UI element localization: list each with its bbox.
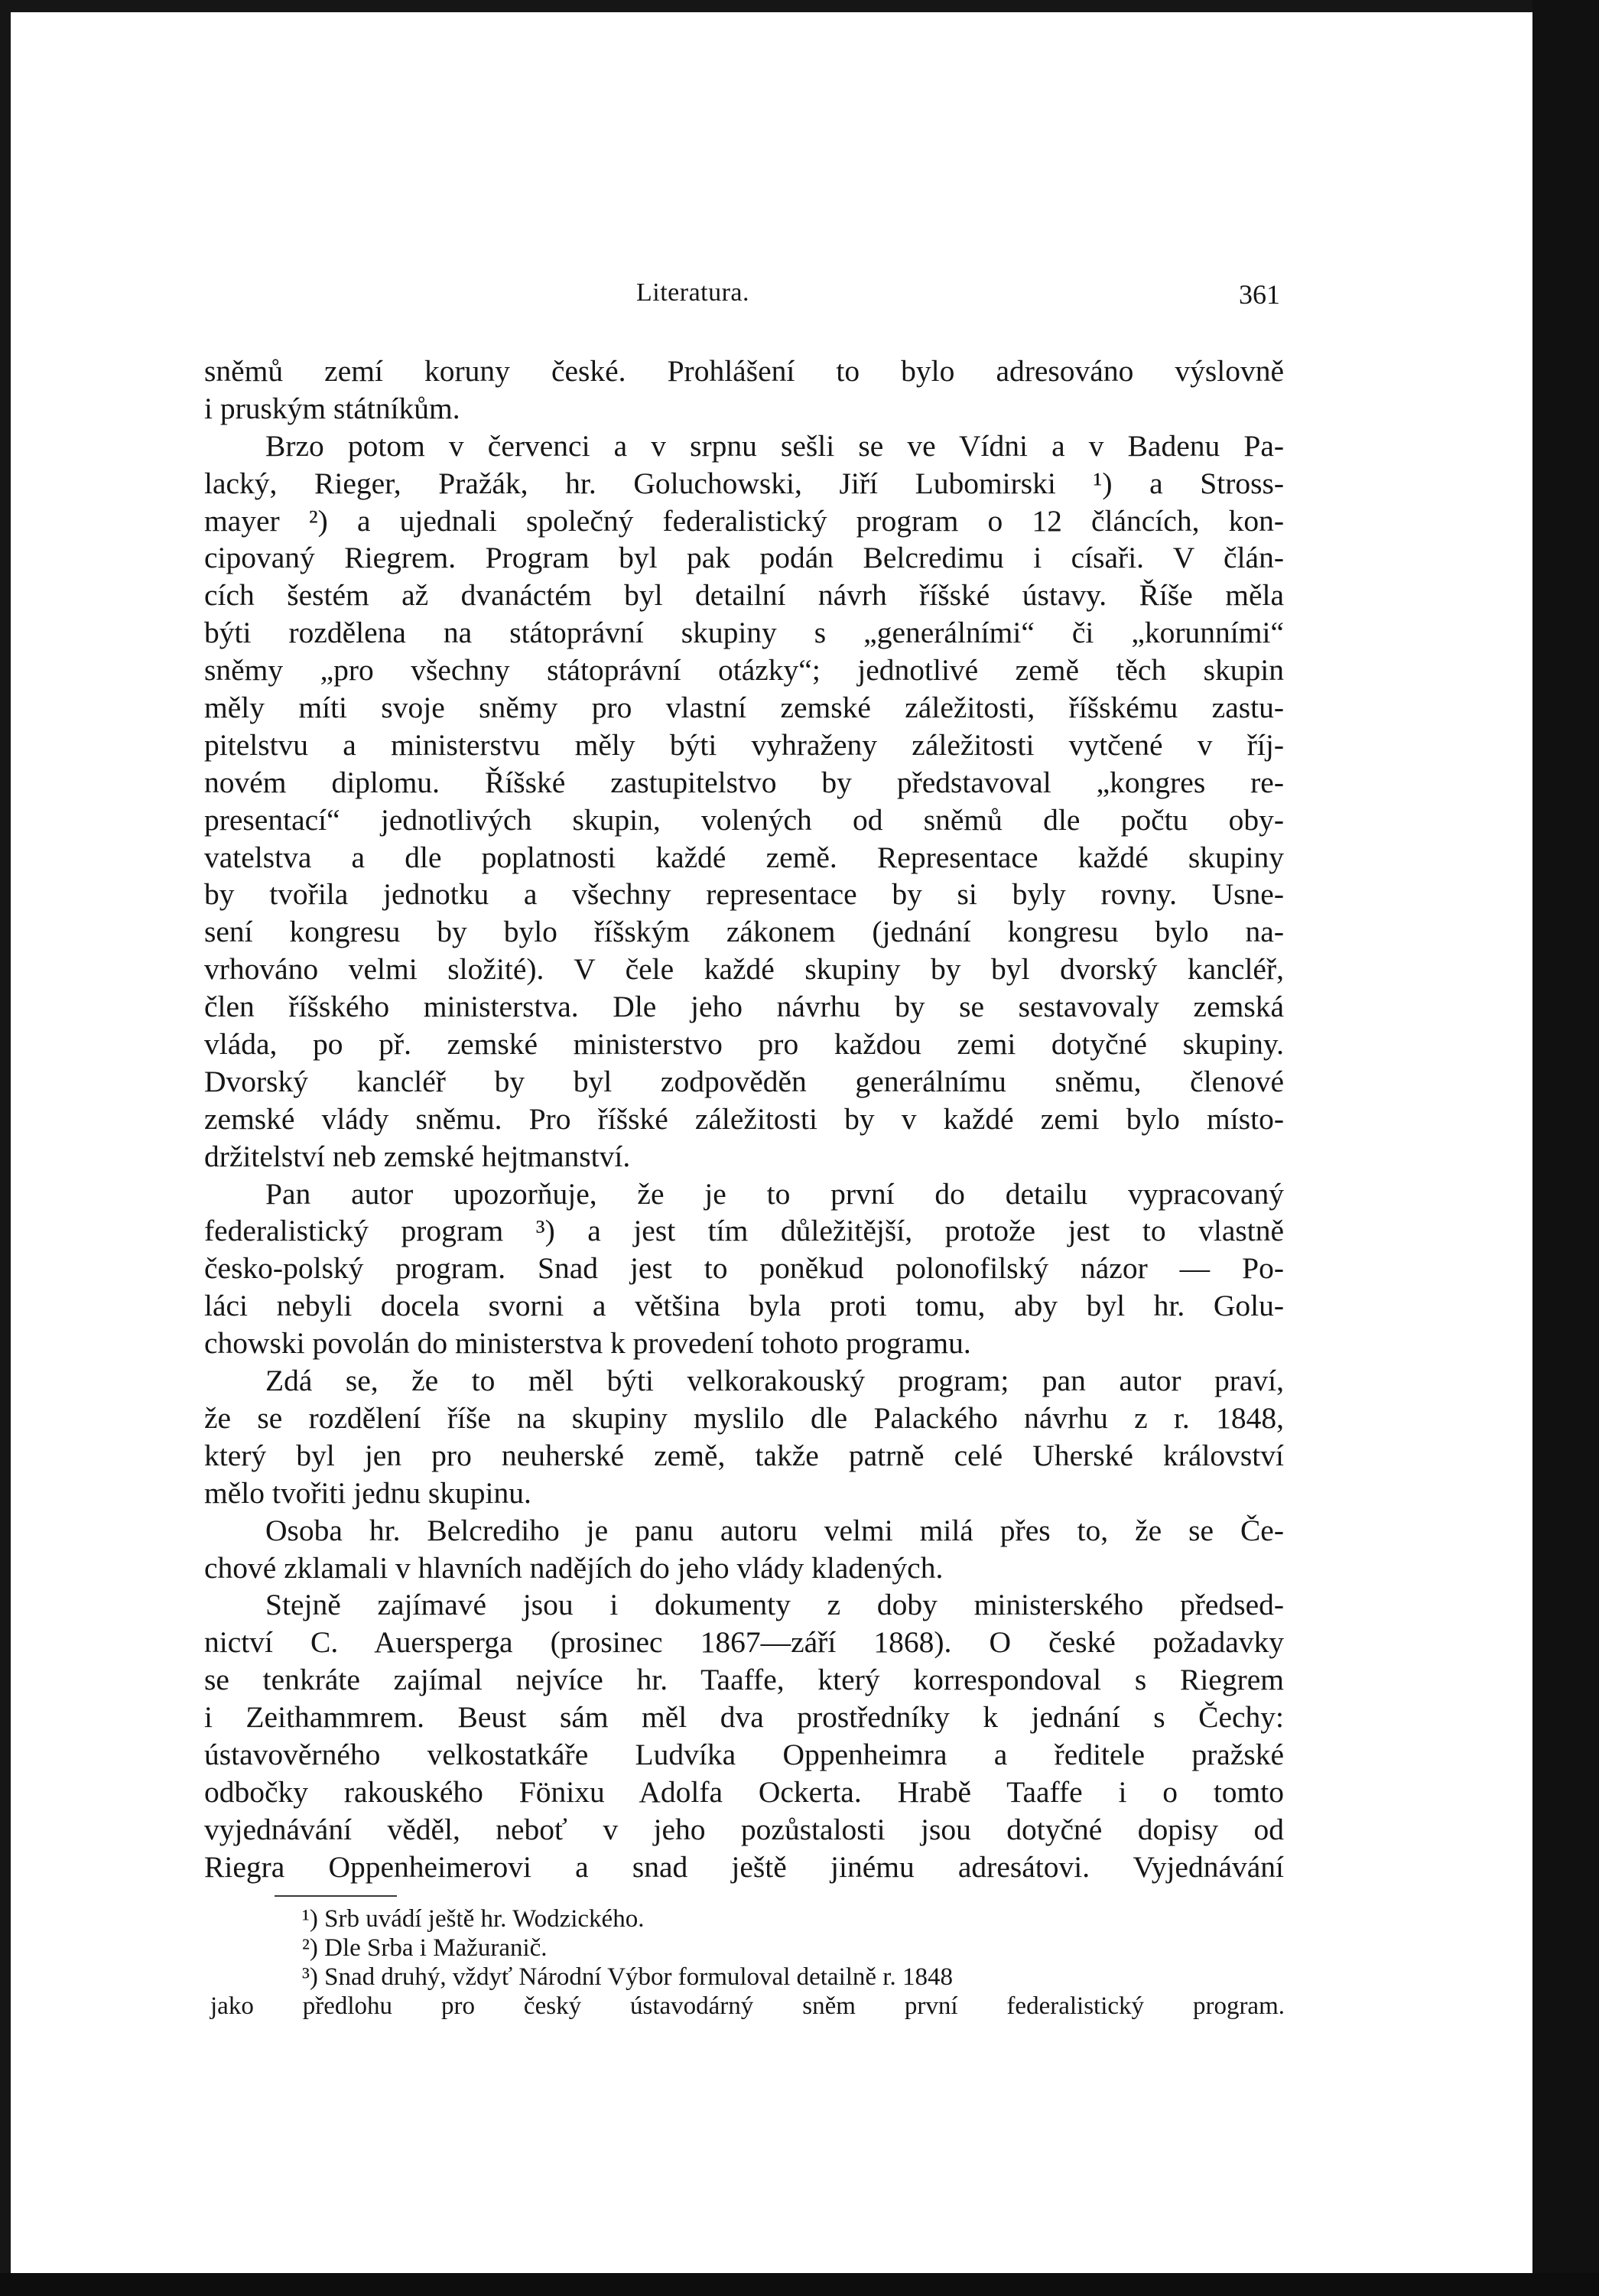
text-line: cipovaný Riegrem. Program byl pak podán Belcredimu i císaři. V člán- xyxy=(204,541,1284,575)
text-line: sení kongresu by bylo říšským zákonem (jednání kongresu bylo na- xyxy=(204,915,1284,949)
body-text xyxy=(204,353,1284,1886)
text-line: že se rozdělení říše na skupiny myslilo dle Palackého návrhu z r. 1848, xyxy=(204,1400,1284,1435)
text-line: se tenkráte zajímal nejvíce hr. Taaffe, který korrespondoval s Riegrem xyxy=(204,1663,1284,1697)
footnote-continuation: jako předlohu pro český ústavodárný sněm první federalistický program. xyxy=(210,1992,1285,2020)
footnote: ³) Snad druhý, vždyť Národní Výbor formuloval detailně r. 1848 xyxy=(302,1963,953,1991)
footnote-divider xyxy=(275,1895,397,1897)
text-line: Zdá se, že to měl býti velkorakouský program; pan autor praví, xyxy=(265,1364,1284,1398)
text-line: pitelstvu a ministerstvu měly býti vyhraženy záležitosti vytčené v říj- xyxy=(204,727,1284,762)
page-header xyxy=(11,272,1532,318)
text-line: i pruským státníkům. xyxy=(204,391,460,425)
text-line: odbočky rakouského Fönixu Adolfa Ockerta. Hrabě Taaffe i o tomto xyxy=(204,1774,1284,1809)
running-title: Literatura. xyxy=(636,278,750,307)
text-line: i Zeithammrem. Beust sám měl dva prostředníky k jednání s Čechy: xyxy=(204,1700,1284,1735)
text-line: ústavověrného velkostatkáře Ludvíka Oppenheimra a ředitele pražské xyxy=(204,1737,1284,1771)
text-line: Pan autor upozorňuje, že je to první do detailu vypracovaný xyxy=(265,1176,1284,1211)
text-line: Dvorský kancléř by byl zodpověděn generálnímu sněmu, členové xyxy=(204,1064,1284,1098)
text-line: býti rozdělena na státoprávní skupiny s „generálními“ či „korunními“ xyxy=(204,616,1284,650)
text-line: chové zklamali v hlavních nadějích do jeho vlády kladených. xyxy=(204,1550,944,1585)
text-line: vatelstva a dle poplatnosti každé země. Representace každé skupiny xyxy=(204,840,1284,874)
text-line: novém diplomu. Říšské zastupitelstvo by představoval „kongres re- xyxy=(204,765,1284,799)
page-number: 361 xyxy=(1239,279,1280,310)
text-line: měly míti svoje sněmy pro vlastní zemské záležitosti, říšskému zastu- xyxy=(204,691,1284,725)
text-line: mayer ²) a ujednali společný federalistický program o 12 článcích, kon- xyxy=(204,503,1284,538)
scan-border-right xyxy=(1532,0,1599,2296)
text-line: Stejně zajímavé jsou i dokumenty z doby ministerského předsed- xyxy=(265,1588,1284,1622)
text-line: vrhováno velmi složité). V čele každé skupiny by byl dvorský kancléř, xyxy=(204,952,1284,987)
footnotes xyxy=(210,1904,1285,2021)
text-line: Brzo potom v červenci a v srpnu sešli se ve Vídni a v Badenu Pa- xyxy=(265,428,1284,463)
text-line: držitelství neb zemské hejtmanství. xyxy=(204,1139,631,1173)
text-line: by tvořila jednotku a všechny representace by si byly rovny. Usne- xyxy=(204,877,1284,912)
text-line: cích šestém až dvanáctém byl detailní návrh říšské ústavy. Říše měla xyxy=(204,578,1284,613)
text-line: láci nebyli docela svorni a většina byla proti tomu, aby byl hr. Golu- xyxy=(204,1289,1284,1323)
scan-border-bottom xyxy=(0,2273,1599,2296)
text-line: vláda, po př. zemské ministerstvo pro každou zemi dotyčné skupiny. xyxy=(204,1027,1284,1062)
text-line: mělo tvořiti jednu skupinu. xyxy=(204,1475,531,1510)
text-line: česko-polský program. Snad jest to poněkud polonofilský názor — Po- xyxy=(204,1251,1284,1286)
text-line: vyjednávání věděl, neboť v jeho pozůstalosti jsou dotyčné dopisy od xyxy=(204,1812,1284,1846)
text-line: presentací“ jednotlivých skupin, volených od sněmů dle počtu oby- xyxy=(204,802,1284,837)
footnote: ¹) Srb uvádí ještě hr. Wodzického. xyxy=(302,1905,645,1933)
text-line: chowski povolán do ministerstva k provedení tohoto programu. xyxy=(204,1326,971,1361)
text-line: sněmy „pro všechny státoprávní otázky“; jednotlivé země těch skupin xyxy=(204,653,1284,688)
text-line: Osoba hr. Belcrediho je panu autoru velmi milá přes to, že se Če- xyxy=(265,1513,1284,1547)
text-line: nictví C. Auersperga (prosinec 1867—září 1868). O české požadavky xyxy=(204,1625,1284,1660)
text-line: federalistický program ³) a jest tím důležitější, protože jest to vlastně xyxy=(204,1214,1284,1248)
text-line: sněmů zemí koruny české. Prohlášení to bylo adresováno výslovně xyxy=(204,354,1284,388)
text-line: lacký, Rieger, Pražák, hr. Goluchowski, Jiří Lubomirski ¹) a Stross- xyxy=(204,466,1284,500)
text-line: zemské vlády sněmu. Pro říšské záležitosti by v každé zemi bylo místo- xyxy=(204,1101,1284,1136)
text-line: Riegra Oppenheimerovi a snad ještě jinému adresátovi. Vyjednávání xyxy=(204,1849,1284,1884)
footnote: ²) Dle Srba i Mažuranič. xyxy=(302,1934,548,1962)
document-page xyxy=(11,12,1532,2273)
text-line: který byl jen pro neuherské země, takže patrně celé Uherské království xyxy=(204,1438,1284,1472)
text-line: člen říšského ministerstva. Dle jeho návrhu by se sestavovaly zemská xyxy=(204,990,1284,1024)
